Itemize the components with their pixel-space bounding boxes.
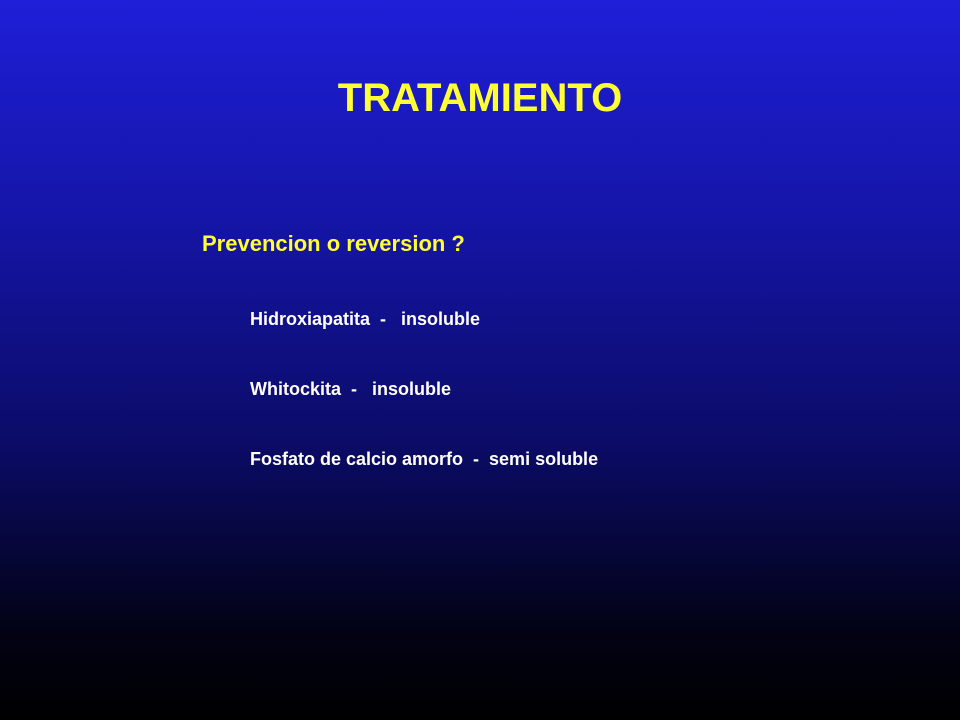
list-item: Whitockita - insoluble (250, 379, 452, 399)
slide-title: TRATAMIENTO (337, 76, 623, 120)
bullet-list (250, 306, 598, 516)
slide-subtitle: Prevencion o reversion ? (202, 231, 465, 256)
list-item: Fosfato de calcio amorfo - semi soluble (250, 449, 599, 469)
list-item: Hidroxiapatita - insoluble (250, 309, 481, 329)
